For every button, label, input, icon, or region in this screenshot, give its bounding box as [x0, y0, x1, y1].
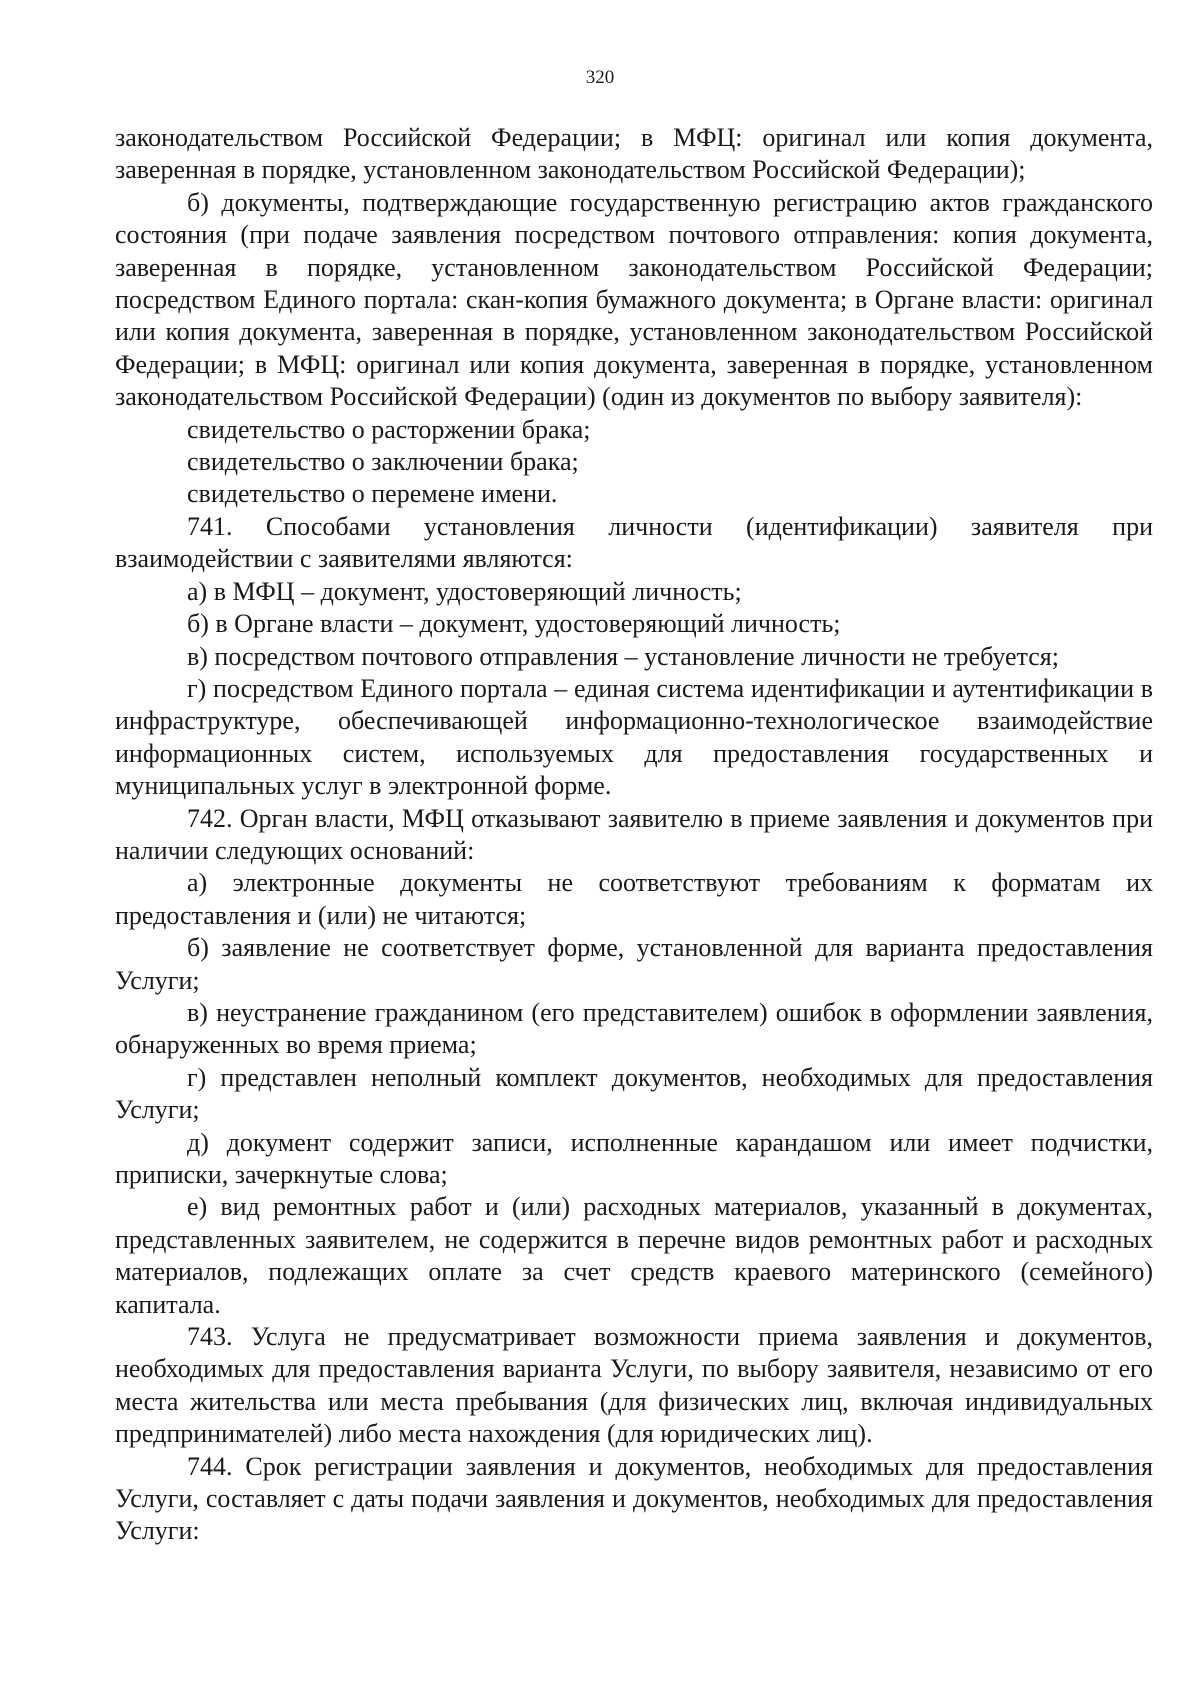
- paragraph: 742. Орган власти, МФЦ отказывают заявителю в приеме заявления и документов при наличии следующих оснований:: [115, 803, 1153, 865]
- paragraph: е) вид ремонтных работ и (или) расходных материалов, указанный в документах, представленных заявителем, не содержится в перечне видов ремонтных работ и расходных материалов, подлежащих оплате за счет средств краевого материнского (семейного) капитала.: [115, 1192, 1153, 1319]
- paragraph: г) представлен неполный комплект документов, необходимых для предоставления Услуги;: [115, 1062, 1153, 1125]
- paragraph: б) документы, подтверждающие государственную регистрацию актов гражданского состояния (при подаче заявления посредством почтового отправления: копия документа, заверенная в порядке, установленном законодательством Российской Федерации; посредством Единого портала: скан-копия бумажного документа; в Органе власти: оригинал или копия документа, заверенная в порядке, установленном законодательством Российской Федерации; в МФЦ: оригинал или копия документа, заверенная в порядке, установленном законодательством Российской Федерации) (один из документов по выбору заявителя):: [115, 187, 1153, 412]
- paragraph: а) электронные документы не соответствуют требованиям к форматам их предоставления и (или) не читаются;: [115, 868, 1153, 930]
- paragraph: д) документ содержит записи, исполненные карандашом или имеет подчистки, приписки, зачеркнутые слова;: [115, 1127, 1153, 1189]
- paragraph: в) неустранение гражданином (его представителем) ошибок в оформлении заявления, обнаруженных во время приема;: [115, 997, 1153, 1060]
- page-number: 320: [585, 67, 615, 88]
- list-item: свидетельство о заключении брака;: [187, 447, 579, 477]
- list-item: свидетельство о перемене имени.: [187, 479, 558, 509]
- list-item: а) в МФЦ – документ, удостоверяющий личность;: [187, 576, 742, 606]
- list-item: б) в Органе власти – документ, удостоверяющий личность;: [187, 609, 841, 639]
- paragraph: 741. Способами установления личности (идентификации) заявителя при взаимодействии с заявителями являются:: [115, 511, 1153, 574]
- paragraph: 744. Срок регистрации заявления и документов, необходимых для предоставления Услуги, составляет с даты подачи заявления и документов, необходимых для предоставления Услуги:: [115, 1451, 1153, 1546]
- document-body: [115, 122, 1153, 1548]
- paragraph: 743. Услуга не предусматривает возможности приема заявления и документов, необходимых для предоставления варианта Услуги, по выбору заявителя, независимо от его места жительства или места пребывания (для физических лиц, включая индивидуальных предпринимателей) либо места нахождения (для юридических лиц).: [115, 1322, 1153, 1449]
- list-item: свидетельство о расторжении брака;: [187, 414, 591, 444]
- paragraph: законодательством Российской Федерации; в МФЦ: оригинал или копия документа, заверенная в порядке, установленном законодательством Российской Федерации);: [115, 123, 1153, 185]
- paragraph: г) посредством Единого портала – единая система идентификации и аутентификации в инфраструктуре, обеспечивающей информационно-технологическое взаимодействие информационных систем, используемых для предоставления государственных и муниципальных услуг в электронной форме.: [115, 673, 1153, 801]
- list-item: в) посредством почтового отправления – установление личности не требуется;: [187, 641, 1059, 671]
- paragraph: б) заявление не соответствует форме, установленной для варианта предоставления Услуги;: [115, 933, 1153, 995]
